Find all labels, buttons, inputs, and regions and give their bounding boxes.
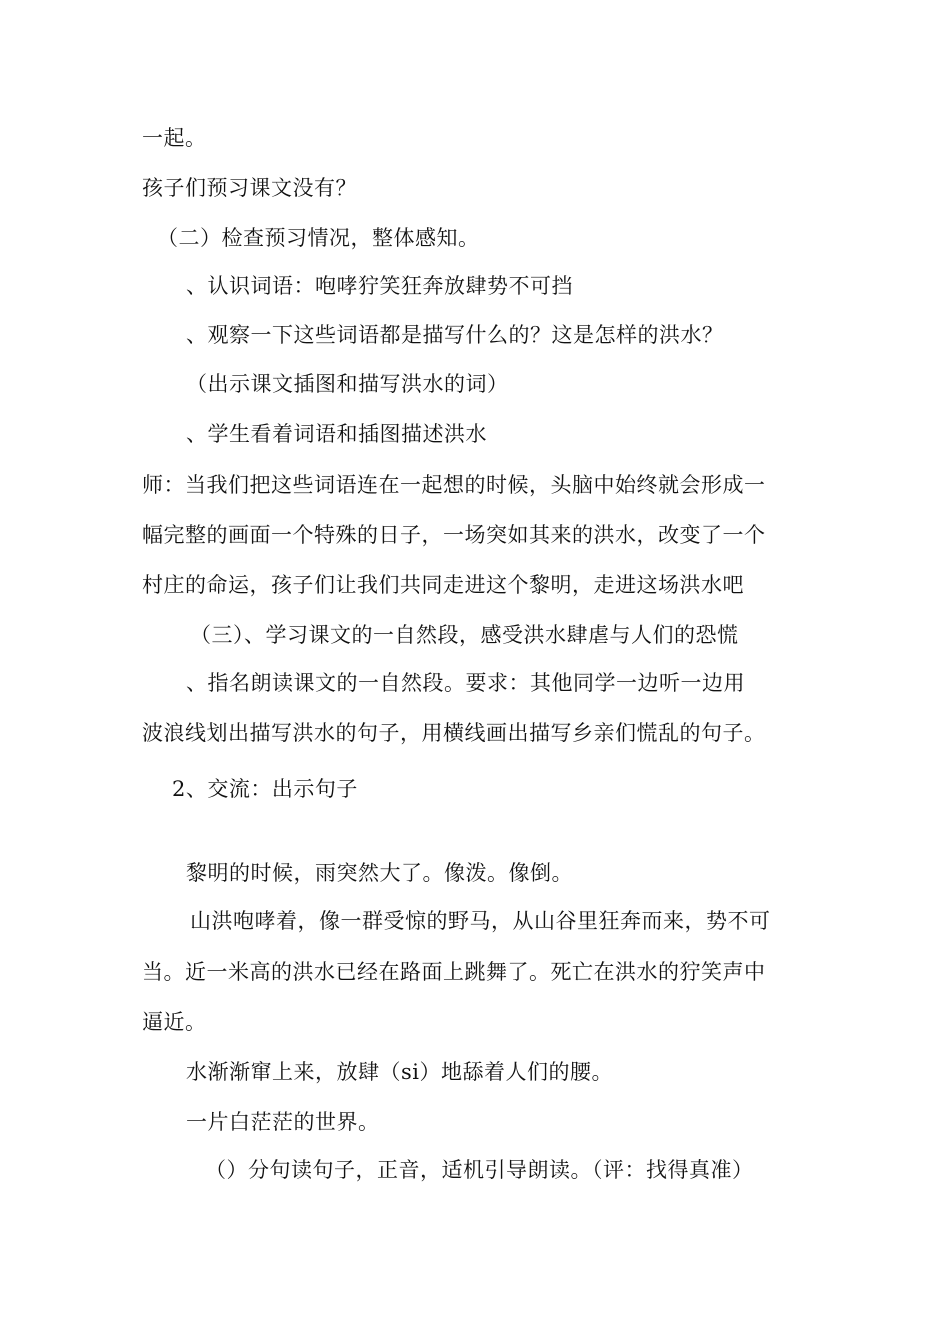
quote-line-4: 逼近。 — [142, 1010, 207, 1034]
text-line-2: 孩子们预习课文没有？ — [142, 176, 357, 200]
text-line-14: 2、交流：出示句子 — [172, 777, 358, 801]
text-line-4: 、认识词语：咆哮狞笑狂奔放肆势不可挡 — [186, 274, 573, 298]
quote-line-1: 黎明的时候，雨突然大了。像泼。像倒。 — [186, 861, 573, 885]
section-heading-2: （二）检查预习情况，整体感知。 — [157, 226, 480, 250]
text-line-7: 、学生看着词语和插图描述洪水 — [186, 422, 487, 446]
text-line-21: （）分句读句子，正音，适机引导朗读。（评：找得真准） — [205, 1158, 754, 1182]
section-heading-3: （三）、学习课文的一自然段，感受洪水肆虐与人们的恐慌 — [190, 623, 739, 647]
text-line-10: 村庄的命运，孩子们让我们共同走进这个黎明，走进这场洪水吧 — [142, 573, 744, 597]
text-line-13: 波浪线划出描写洪水的句子，用横线画出描写乡亲们慌乱的句子。 — [142, 721, 766, 745]
quote-line-2: 山洪咆哮着，像一群受惊的野马，从山谷里狂奔而来，势不可 — [190, 909, 771, 933]
text-line-6: （出示课文插图和描写洪水的词） — [186, 372, 509, 396]
text-line-8: 师：当我们把这些词语连在一起想的时候，头脑中始终就会形成一 — [142, 473, 766, 497]
quote-line-5: 水渐渐窜上来，放肆（si）地舔着人们的腰。 — [186, 1060, 613, 1084]
quote-line-3: 当。近一米高的洪水已经在路面上跳舞了。死亡在洪水的狞笑声中 — [142, 960, 766, 984]
quote-line-6: 一片白茫茫的世界。 — [186, 1110, 380, 1134]
text-line-12: 、指名朗读课文的一自然段。要求：其他同学一边听一边用 — [186, 671, 745, 695]
text-line-5: 、观察一下这些词语都是描写什么的？这是怎样的洪水？ — [186, 323, 724, 347]
text-line-9: 幅完整的画面一个特殊的日子，一场突如其来的洪水，改变了一个 — [142, 523, 766, 547]
text-line-1: 一起。 — [142, 126, 207, 150]
